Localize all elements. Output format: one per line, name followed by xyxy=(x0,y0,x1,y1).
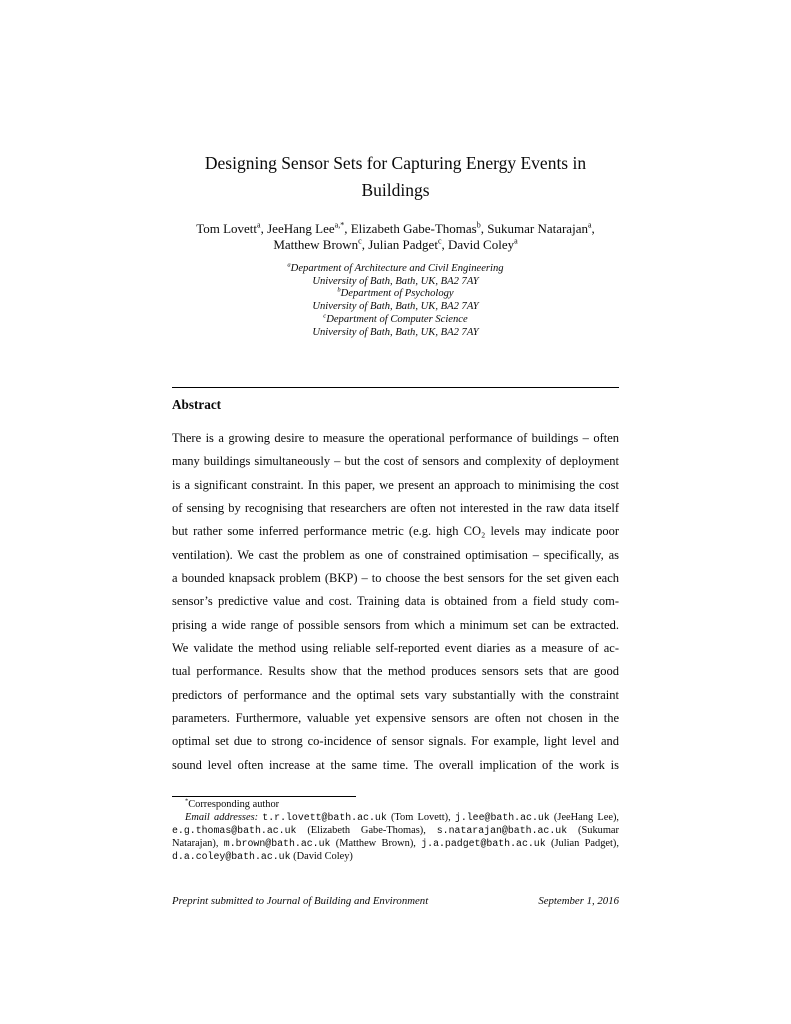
superscript: c xyxy=(323,312,327,320)
text-line: many buildings simultaneously – but the cost of sensors and complexity of deployment xyxy=(172,454,619,469)
text-line xyxy=(172,288,619,301)
text-line xyxy=(172,327,619,340)
corresponding-author-note xyxy=(172,799,619,812)
preprint-submission-note: Preprint submitted to Journal of Building and Environment xyxy=(172,895,429,907)
text-line: but rather some inferred performance metric (e.g. high CO₂ levels may indicate poor xyxy=(172,524,619,539)
text-line: ventilation). We cast the problem as one of constrained optimisation – specifically, as xyxy=(172,547,619,562)
superscript: c xyxy=(437,236,442,246)
paper-title xyxy=(172,150,619,204)
italic-label: Email addresses: xyxy=(185,811,263,823)
superscript: b xyxy=(337,286,341,294)
superscript: a,* xyxy=(334,220,345,230)
text-run: University of Bath, Bath, UK, BA2 7AY xyxy=(312,301,479,313)
text-run: Tom Lovett xyxy=(196,221,258,236)
superscript: c xyxy=(358,236,362,246)
text-run: , xyxy=(591,221,595,236)
text-run: (Sukumar Natarajan), xyxy=(172,824,619,849)
text-run: Matthew Brown xyxy=(273,237,359,252)
page-footer xyxy=(172,895,619,907)
submission-date: September 1, 2016 xyxy=(538,895,619,907)
text-run: , Elizabeth Gabe-Thomas xyxy=(344,221,477,236)
text-run: Department of Computer Science xyxy=(326,313,468,325)
superscript: a xyxy=(287,261,291,269)
email-address: j.lee@bath.ac.uk xyxy=(454,811,550,823)
superscript: a xyxy=(257,220,261,230)
text-line xyxy=(172,237,619,253)
email-address: s.natarajan@bath.ac.uk xyxy=(436,824,568,836)
text-run: University of Bath, Bath, UK, BA2 7AY xyxy=(312,326,479,338)
email-address: m.brown@bath.ac.uk xyxy=(223,837,331,849)
text-line: There is a growing desire to measure the operational performance of buildings – often xyxy=(172,431,619,445)
email-address: j.a.padget@bath.ac.uk xyxy=(421,837,546,849)
email-address: e.g.thomas@bath.ac.uk xyxy=(172,824,297,836)
text-run: (Tom Lovett), xyxy=(386,811,455,823)
text-run: , Julian Padget xyxy=(361,237,438,252)
abstract-heading: Abstract xyxy=(172,397,222,412)
text-line: tual performance. Results show that the method produces sensors sets that are good xyxy=(172,664,619,679)
text-run: (Matthew Brown), xyxy=(330,837,422,849)
text-run: Department of Psychology xyxy=(340,288,454,300)
email-address: t.r.lovett@bath.ac.uk xyxy=(262,811,387,823)
title-line-1: Designing Sensor Sets for Capturing Energy Events in xyxy=(204,153,587,173)
text-line: prising a wide range of possible sensors from which a minimum set can be extracted. xyxy=(172,617,619,632)
text-run: (David Coley) xyxy=(290,850,353,862)
text-line: predictors of performance and the optimal sets vary substantially with the constraint xyxy=(172,687,619,702)
superscript: a xyxy=(514,236,518,246)
text-run: Department of Architecture and Civil Engineering xyxy=(290,263,504,274)
superscript: a xyxy=(587,220,592,230)
text-run: (Julian Padget), xyxy=(545,837,619,849)
text-line: sensor’s predictive value and cost. Training data is obtained from a field study com- xyxy=(172,594,619,609)
title-line-2: Buildings xyxy=(361,180,430,200)
text-line: parameters. Furthermore, valuable yet expensive sensors are often not chosen in the xyxy=(172,710,619,725)
corresponding-author-text: Corresponding author xyxy=(188,799,280,810)
text-line: of sensing by recognising that researchers are often not interested in the raw data itself xyxy=(172,500,619,515)
text-line xyxy=(172,221,619,237)
footnote-divider-rule xyxy=(172,796,356,797)
abstract-divider-rule xyxy=(172,387,619,388)
email-addresses-note xyxy=(172,812,619,864)
affiliations xyxy=(172,263,619,339)
text-run: , JeeHang Lee xyxy=(260,221,335,236)
text-line xyxy=(172,314,619,327)
text-run: (JeeHang Lee), xyxy=(549,811,620,823)
text-line xyxy=(172,276,619,289)
author-list xyxy=(172,221,619,253)
text-line: optimal set due to strong co-incidence of sensor signals. For example, light level and xyxy=(172,734,619,749)
text-line: a bounded knapsack problem (BKP) – to choose the best sensors for the set given each xyxy=(172,570,619,585)
text-run: University of Bath, Bath, UK, BA2 7AY xyxy=(312,275,479,287)
abstract-body xyxy=(172,427,619,777)
text-line: is a significant constraint. In this paper, we present an approach to minimising the cost xyxy=(172,477,619,492)
text-line xyxy=(172,263,619,276)
text-run: , David Coley xyxy=(441,237,515,252)
email-address: d.a.coley@bath.ac.uk xyxy=(172,850,291,862)
text-line: We validate the method using reliable self-reported event diaries as a measure of ac- xyxy=(172,640,619,655)
text-run: , Sukumar Natarajan xyxy=(480,221,588,236)
footnote xyxy=(172,799,619,864)
asterisk-marker: * xyxy=(185,797,189,805)
text-run: (Elizabeth Gabe-Thomas), xyxy=(296,824,437,836)
text-line: sound level often increase at the same time. The overall implication of the work is xyxy=(172,757,619,772)
text-line xyxy=(172,301,619,314)
superscript: b xyxy=(476,220,481,230)
